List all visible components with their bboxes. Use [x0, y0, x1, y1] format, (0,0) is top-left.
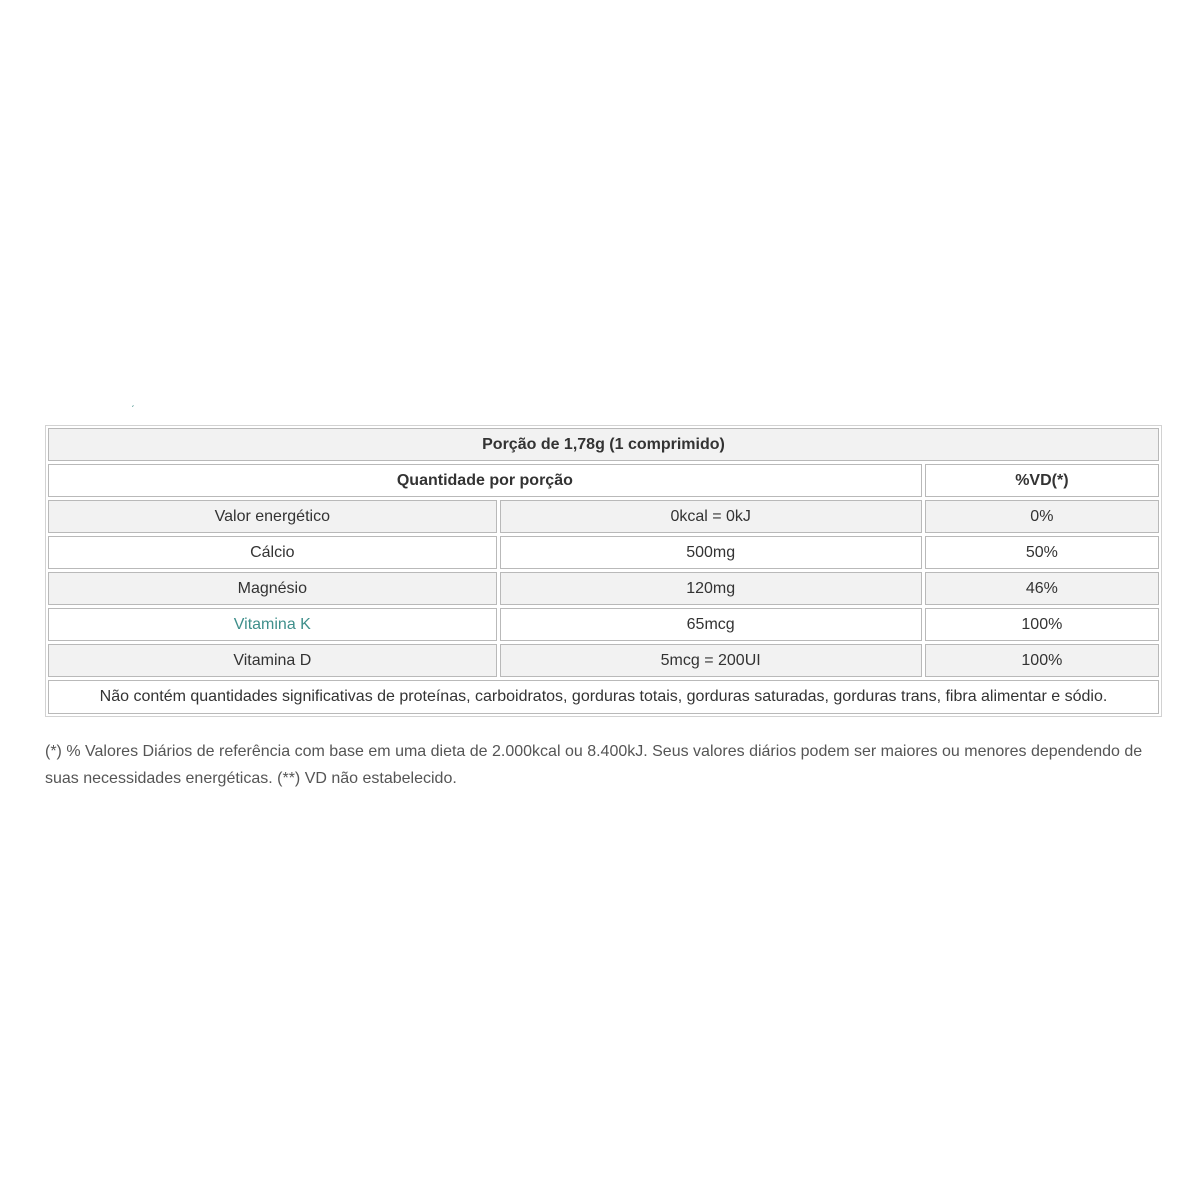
table-note: Não contém quantidades significativas de proteínas, carboidratos, gorduras totais, gorduras saturadas, gorduras trans, fibra alimentar e sódio. — [48, 680, 1159, 714]
table-row — [48, 608, 1159, 641]
stray-mark-icon: ˏ — [131, 397, 135, 408]
nutrient-amount: 65mcg — [500, 608, 922, 641]
table-row — [48, 644, 1159, 677]
nutrient-name: Valor energético — [48, 500, 497, 533]
table-row — [48, 500, 1159, 533]
nutrient-vd: 0% — [925, 500, 1159, 533]
nutrition-table — [45, 425, 1162, 717]
note-row — [48, 680, 1159, 714]
nutrient-name: Magnésio — [48, 572, 497, 605]
table-row — [48, 536, 1159, 569]
table-row — [48, 572, 1159, 605]
nutrient-vd: 50% — [925, 536, 1159, 569]
nutrient-vd: 100% — [925, 644, 1159, 677]
nutrient-vd: 100% — [925, 608, 1159, 641]
header-vd: %VD(*) — [925, 464, 1159, 497]
nutrient-amount: 500mg — [500, 536, 922, 569]
nutrient-amount: 5mcg = 200UI — [500, 644, 922, 677]
footnote: (*) % Valores Diários de referência com base em uma dieta de 2.000kcal ou 8.400kJ. Seus valores diários podem ser maiores ou menores dependendo de suas necessidades energéticas. (**) VD não estabelecido. — [45, 743, 1143, 787]
nutrition-table-container — [45, 425, 1162, 717]
nutrient-amount: 120mg — [500, 572, 922, 605]
nutrient-name: Cálcio — [48, 536, 497, 569]
portion-row — [48, 428, 1159, 461]
header-row — [48, 464, 1159, 497]
nutrient-name-link[interactable]: Vitamina K — [48, 608, 497, 641]
nutrient-amount: 0kcal = 0kJ — [500, 500, 922, 533]
nutrient-name: Vitamina D — [48, 644, 497, 677]
nutrient-vd: 46% — [925, 572, 1159, 605]
header-quantity: Quantidade por porção — [48, 464, 922, 497]
portion-title: Porção de 1,78g (1 comprimido) — [48, 428, 1159, 461]
